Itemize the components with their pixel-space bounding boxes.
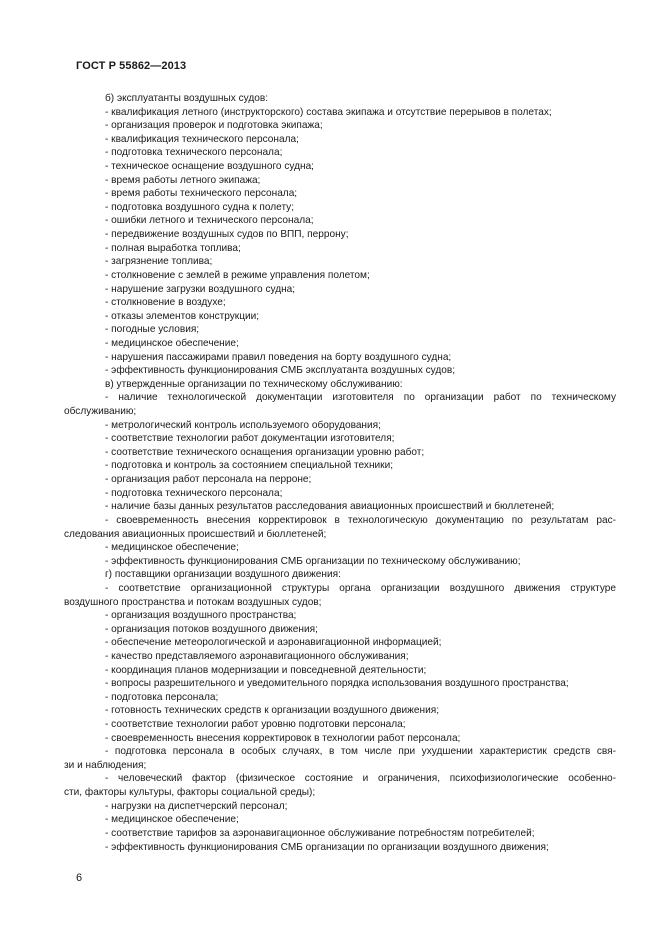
body-text — [64, 92, 616, 854]
text-line: воздушного пространства и потокам воздушных судов; — [64, 596, 322, 608]
text-line: - эффективность функционирования СМБ организации по техническому обслуживанию; — [105, 555, 521, 567]
text-line: - организация потоков воздушного движения; — [105, 623, 318, 635]
text-line: - своевременность внесения корректировок в технологическую документацию по результатам рас- — [105, 514, 616, 526]
text-line: - соответствие тарифов за аэронавигационное обслуживание потребностям потребителей; — [105, 827, 535, 839]
text-line: - полная выработка топлива; — [105, 242, 241, 254]
text-line: - столкновение в воздухе; — [105, 297, 226, 309]
page-number: 6 — [76, 872, 83, 884]
text-line: - квалификация технического персонала; — [105, 133, 299, 145]
standard-header: ГОСТ Р 55862—2013 — [76, 60, 187, 72]
text-line: - подготовка технического персонала; — [105, 147, 283, 159]
text-line: - передвижение воздушных судов по ВПП, перрону; — [105, 229, 349, 241]
text-line: - наличие технологической документации изготовителя по организации работ по техническому — [105, 392, 616, 404]
text-line: - подготовка персонала в особых случаях, в том числе при ухудшении характеристик средств свя- — [105, 746, 616, 758]
text-line: - обеспечение метеорологической и аэронавигационной информацией; — [105, 637, 442, 649]
text-line: - соответствие организационной структуры органа организации воздушного движения структуре — [105, 582, 616, 594]
text-line: следования авиационных происшествий и бюллетеней; — [64, 528, 327, 540]
text-line: - медицинское обеспечение; — [105, 814, 239, 826]
text-line: г) поставщики организации воздушного движения: — [105, 569, 341, 581]
text-line: - метрологический контроль используемого оборудования; — [105, 419, 381, 431]
text-line: - организация работ персонала на перроне; — [105, 474, 312, 486]
text-line: - техническое оснащение воздушного судна; — [105, 161, 314, 173]
text-line: - подготовка воздушного судна к полету; — [105, 201, 295, 213]
text-line: - эффективность функционирования СМБ организации по организации воздушного движения; — [105, 841, 549, 853]
text-line: - вопросы разрешительного и уведомительного порядка использования воздушного пространства; — [105, 678, 569, 690]
text-line: - наличие базы данных результатов расследования авиационных происшествий и бюллетеней; — [105, 501, 555, 513]
text-line: - подготовка и контроль за состоянием специальной техники; — [105, 460, 394, 472]
text-line: - своевременность внесения корректировок в технологии работ персонала; — [105, 732, 461, 744]
text-line: - отказы элементов конструкции; — [105, 310, 260, 322]
text-line: - медицинское обеспечение; — [105, 337, 239, 349]
text-line: - подготовка персонала; — [105, 691, 219, 703]
text-line: - координация планов модернизации и повседневной деятельности; — [105, 664, 427, 676]
text-line: - время работы летного экипажа; — [105, 174, 261, 186]
text-line: - загрязнение топлива; — [105, 256, 213, 268]
text-line: - ошибки летного и технического персонала; — [105, 215, 314, 227]
text-line: - соответствие технологии работ уровню подготовки персонала; — [105, 719, 406, 731]
text-line: - столкновение с землей в режиме управления полетом; — [105, 269, 370, 281]
text-line: - готовность технических средств к организации воздушного движения; — [105, 705, 440, 717]
text-line: - квалификация летного (инструкторского) состава экипажа и отсутствие перерывов в полетах; — [105, 106, 552, 118]
text-line: зи и наблюдения; — [64, 759, 147, 771]
text-line: - время работы технического персонала; — [105, 188, 298, 200]
text-line: - погодные условия; — [105, 324, 200, 336]
text-line: - организация проверок и подготовка экипажа; — [105, 120, 323, 132]
text-line: обслуживанию; — [64, 406, 137, 418]
text-line: - эффективность функционирования СМБ эксплуатанта воздушных судов; — [105, 365, 456, 377]
text-line: - нарушение загрузки воздушного судна; — [105, 283, 296, 295]
text-line: - подготовка технического персонала; — [105, 487, 283, 499]
text-line: б) эксплуатанты воздушных судов: — [105, 93, 269, 104]
text-line: - организация воздушного пространства; — [105, 610, 297, 622]
text-line: - нагрузки на диспетчерский персонал; — [105, 800, 288, 812]
text-line: - соответствие технического оснащения организации уровню работ; — [105, 446, 425, 458]
text-line: - соответствие технологии работ документации изготовителя; — [105, 433, 395, 445]
text-line: - человеческий фактор (физическое состояние и ограничения, психофизиологические особенно- — [105, 773, 616, 785]
text-line: - медицинское обеспечение; — [105, 542, 239, 554]
text-line: сти, факторы культуры, факторы социальной среды); — [64, 787, 316, 799]
text-line: в) утвержденные организации по техническому обслуживанию: — [105, 378, 403, 390]
text-line: - нарушения пассажирами правил поведения на борту воздушного судна; — [105, 351, 452, 363]
text-line: - качество представляемого аэронавигационного обслуживания; — [105, 650, 409, 662]
